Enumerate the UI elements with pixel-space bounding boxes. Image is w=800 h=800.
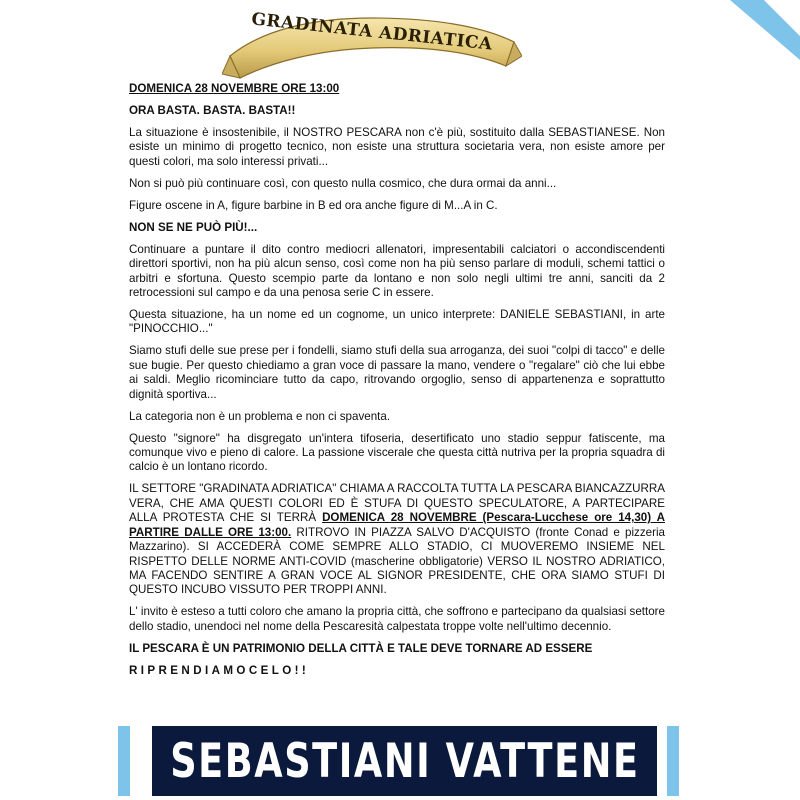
heading-non-se-ne-puo: NON SE NE PUÒ PIÙ!... [129, 220, 258, 234]
flyer-body [129, 82, 665, 686]
corner-flag-stripe [680, 0, 800, 60]
call-text-start: IL SETTORE "GRADINATA ADRIATICA" CHIAMA A RACCOLTA TUTTA LA PESCARA BIANCAZZURRA VERA, CHE AMA QUESTI COLORI ED È STUFA DI QUESTO SPECULATORE, A PARTECIPARE ALLA PROTESTA CHE SI TERRÀ [129, 482, 665, 525]
event-date-highlight: DOMENICA 28 NOVEMBRE (Pescara-Lucchese ore 14,30) A PARTIRE DALLE ORE 13:00. [129, 511, 665, 539]
paragraph-signore: Questo "signore" ha disgregato un'intera tifoseria, desertificato uno stadio seppur fatiscente, ma comunque vivo e pieno di calore. La passione viscerale che questa città nutriva per la propria squadra di calcio è un lontano ricordo. [129, 431, 665, 474]
footer-slogan: SEBASTIANI VATTENE [169, 733, 640, 789]
paragraph-situation: La situazione è insostenibile, il NOSTRO PESCARA non c'è più, sostituito dalla SEBASTIANESE. Non esiste un minimo di progetto tecnico, non esiste una struttura societaria vera, non esiste amore per questi colori, ma solo interessi privati... [129, 126, 665, 168]
heading-riprendiamocelo: RIPRENDIAMOCELO!! [129, 663, 310, 677]
paragraph-call-to-action [129, 482, 665, 597]
call-text-end: RITROVO IN PIAZZA SALVO D'ACQUISTO (fronte Conad e pizzeria Mazzarino). SI ACCEDERÀ COME SEMPRE ALLO STADIO, CI MUOVEREMO INSIEME NEL RISPETTO DELLE NORME ANTI-COVID (mascherine obbligatorie) VERSO IL NOSTRO ADRIATICO, MA FACENDO SENTIRE A GRAN VOCE AL SIGNOR PRESIDENTE, CHE ORA SIAMO STUFI DI QUESTO INCUBO VISSUTO PER TROPPI ANNI. [129, 525, 665, 597]
left-blue-stripe [118, 726, 130, 796]
title-banner [222, 8, 522, 86]
paragraph-invito: L' invito è esteso a tutti coloro che amano la propria città, che soffrono e partecipano da qualsiasi settore dello stadio, unendoci nel nome della Pescaresità calpestata troppe volte nell'ultimo decennio. [129, 605, 665, 633]
paragraph-stufi: Siamo stufi delle sue prese per i fondelli, siamo stufi della sua arroganza, dei suoi "colpi di tacco" e delle sue bugie. Per questo chiediamo a gran voce di passare la mano, vendere o "regalare" ciò che lui ebbe ai saldi. Meglio ricominciare tutto da capo, ritrovando orgoglio, senso di appartenenza e soprattutto dignità sportiva... [129, 344, 665, 401]
footer-banner [152, 726, 657, 796]
paragraph-continuare: Non si può più continuare così, con questo nulla cosmico, che dura ormai da anni... [129, 176, 557, 190]
heading-patrimonio: IL PESCARA È UN PATRIMONIO DELLA CITTÀ E TALE DEVE TORNARE AD ESSERE [129, 641, 593, 655]
banner-title: GRADINATA ADRIATICA [250, 9, 494, 55]
exclaim-heading: ORA BASTA. BASTA. BASTA!! [129, 104, 296, 117]
date-heading: DOMENICA 28 NOVEMBRE ORE 13:00 [129, 82, 340, 95]
paragraph-figure: Figure oscene in A, figure barbine in B ed ora anche figure di M...A in C. [129, 198, 498, 212]
paragraph-puntare: Continuare a puntare il dito contro mediocri allenatori, impresentabili calciatori o accondiscendenti direttori sportivi, non ha più alcun senso, così come non ha più senso parlare di moduli, schemi tattici o arbitri e sfortuna. Questo scempio parte da lontano e non solo negli ultimi tre anni, sanciti da 2 retrocessioni sul campo e da una penosa serie C in essere. [129, 242, 665, 300]
paragraph-categoria: La categoria non è un problema e non ci spaventa. [129, 409, 391, 423]
paragraph-nome-cognome: Questa situazione, ha un nome ed un cognome, un unico interprete: DANIELE SEBASTIANI, in arte "PINOCCHIO..." [129, 308, 665, 336]
right-blue-stripe [667, 726, 679, 796]
